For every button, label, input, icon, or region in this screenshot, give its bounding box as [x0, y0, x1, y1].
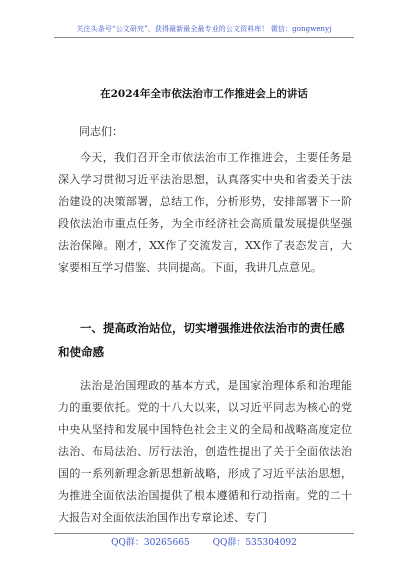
- footer: [0, 535, 408, 548]
- footer-qq-group-1: QQ群：30265665: [111, 538, 190, 548]
- salutation: 同志们：: [79, 125, 123, 138]
- footer-divider: [54, 533, 354, 534]
- section-heading-1: 一、提高政治站位，切实增强推进依法治市的责任感和使命感: [58, 321, 345, 359]
- paragraph-section-1: 法治是治国理政的基本方式，是国家治理体系和治理能力的重要依托。党的十八大以来，以习近平同志为核心的党中央从坚持和发展中国特色社会主义的全局和战略高度定位法治、布局法治、厉行法治，创造性提出了关于全面依法治国的一系列新理念新思想新战略，形成了习近平法治思想，为推进全面依法治国提供了根本遵循和行动指南。党的二十大报告对全面依法治国作出专章论述、专门: [58, 379, 352, 524]
- paragraph-opening: 今天，我们召开全市依法治市工作推进会，主要任务是深入学习贯彻习近平法治思想，认真落实中央和省委关于法治建设的决策部署，总结工作，分析形势，安排部署下一阶段依法治市重点任务，为全市经济社会高质量发展提供坚强法治保障。刚才，XX作了交流发言，XX作了表态发言，大家要相互学习借鉴、共同提高。下面，我讲几点意见。: [58, 151, 352, 274]
- document-title: 在2024年全市依法治市工作推进会上的讲话: [100, 88, 308, 100]
- header-divider: [54, 37, 354, 38]
- header-note: 关注头条号“公文研究”，获得最新最全最专业的公文资料库！ 微信：gongwenyj: [76, 25, 332, 33]
- footer-qq-group-2: QQ群：535304092: [212, 538, 297, 548]
